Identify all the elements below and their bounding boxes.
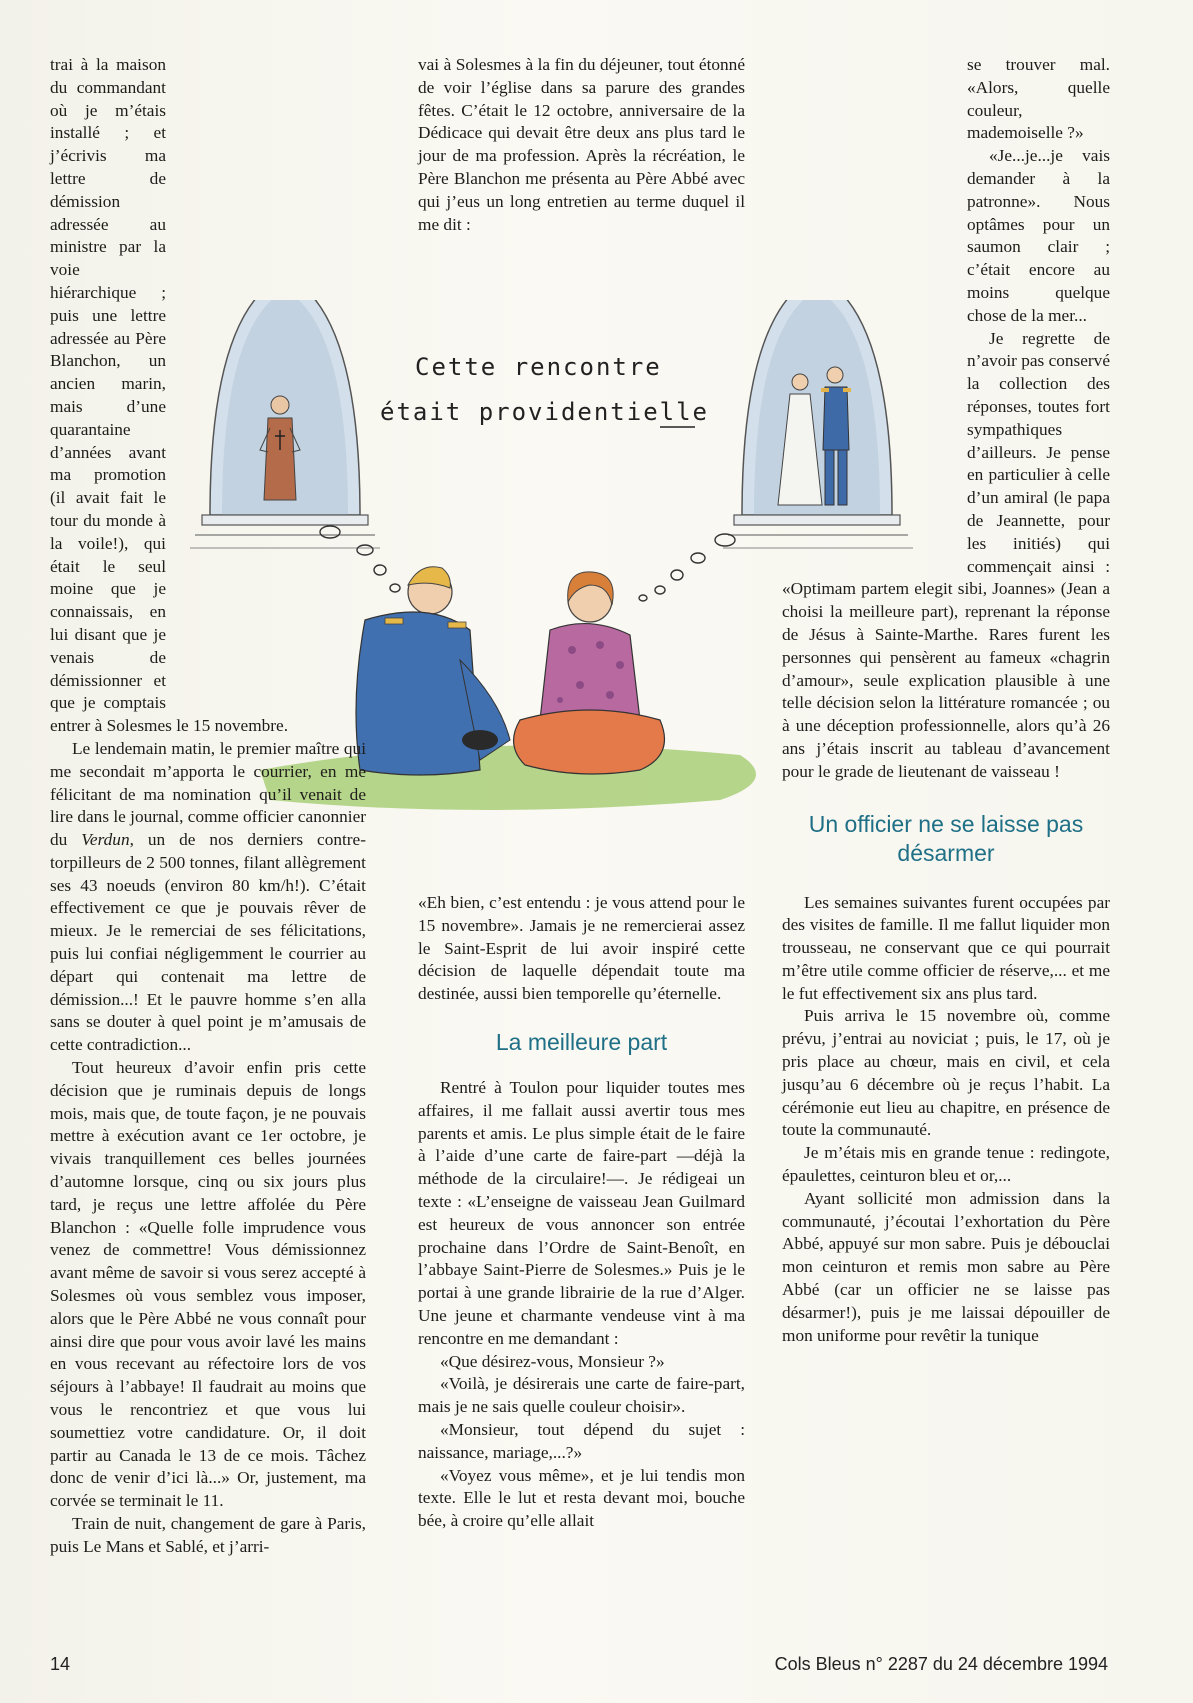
illustration-spacer	[782, 254, 967, 564]
illustration-spacer	[166, 269, 366, 709]
paragraph: «Voyez vous même», et je lui tendis mon texte. Elle le lut et resta devant moi, bouche bée, à croire qu’elle allait	[418, 1465, 745, 1531]
woman-figure	[514, 572, 665, 774]
paragraph: «Voilà, je désirerais une carte de faire-part, mais je ne sais quelle couleur choisir».	[418, 1374, 745, 1417]
paragraph: se trouver mal. «Alors, quelle couleur, mademoiselle ?»	[967, 55, 1110, 143]
caption-line1: Cette rencontre	[415, 353, 662, 381]
page-number: 14	[50, 1654, 71, 1674]
paragraph: «Je...je...je vais demander à la patronne». Nous optâmes pour un saumon clair ; c’était encore au moins quelque chose de la mer...	[967, 146, 1110, 325]
paragraph: Les semaines suivantes furent occupées par des visites de famille. Il me fallut liquider mon trousseau, ne conservant que ce qui pourrait m’être utile comme officier de réserve,... et me le fut effectivement six ans plus tard.	[782, 892, 1110, 1003]
paragraph: trai à la maison du commandant où je m’étais installé ; et j’écrivis ma lettre de démission adressée au ministre par la voie hiérarchique ; puis une lettre adressée au Père Blanchon, un ancien marin, mais d’une quarantaine d’années avant ma promotion (il avait fait le tour du monde à la voile!), qui était le seul moine que je connaissais, en lui disant que je venais de démissionner et que je comptais entrer à Solesmes le 15 novembre.	[50, 55, 289, 736]
paragraph: Je m’étais mis en grande tenue : redingote, épaulettes, ceinturon bleu et or,...	[782, 1143, 1110, 1186]
publication-info: Cols Bleus n° 2287 du 24 décembre 1994	[774, 1654, 1108, 1674]
paragraph: Train de nuit, changement de gare à Paris, puis Le Mans et Sablé, et j’arri-	[50, 1514, 366, 1556]
paragraph: «Que désirez-vous, Monsieur ?»	[440, 1351, 665, 1371]
thought-bubbles	[320, 526, 735, 601]
paragraph	[50, 738, 366, 1057]
paragraph: vai à Solesmes à la fin du déjeuner, tout étonné de voir l’église dans sa parure des grandes fêtes. C’était le 12 octobre, anniversaire de la Dédicace qui devait être deux ans plus tard le jour de ma profession. Après la récréation, le Père Blanchon me présenta au Père Abbé avec qui j’eus un long entretien au terme duquel il me dit :	[418, 55, 745, 234]
paragraph: «Eh bien, c’est entendu : je vous attend pour le 15 novembre». Jamais je ne remercierai assez le Saint-Esprit de lui avoir inspiré cette décision de laquelle dépendait toute ma destinée, aussi bien temporelle qu’éternelle.	[418, 893, 745, 1004]
section-heading: Un officier ne se laisse pas désarmer	[808, 810, 1084, 866]
paragraph: Tout heureux d’avoir enfin pris cette décision que je ruminais depuis de longs mois, mais que, de toute façon, je ne pouvais mettre à exécution avant ce 1er octobre, je vivais tranquillement ces belles journées d’automne lorsque, cinq ou six jours plus tard, je reçus une lettre affolée du Père Blanchon : «Quelle folle imprudence vous venez de commettre! Vous démissionnez avant même de savoir si vous serez accepté à Solesmes où vous semblez vous imposer, alors que le Père Abbé ne vous connaît pour ainsi dire que pour vous avoir lavé les mains en vous recevant au réfectoire lors de vos séjours à l’abbaye! Il faudrait au moins que vous le rencontriez et que vous lui soumettiez votre candidature. Or, il doit partir au Canada le 13 de ce mois. Tâchez donc de venir d’ici là...» Or, justement, ma corvée se terminait le 11.	[50, 1058, 366, 1511]
paragraph-text: Le lendemain matin, le premier maître qui me secondait m’apporta le courrier, en me félicitant de ma nomination qu’il venait de lire dans le journal, comme officier canonnier du	[50, 738, 366, 850]
sailor-figure	[356, 567, 510, 775]
middle-column-lower	[418, 892, 745, 1533]
right-column	[782, 54, 1110, 1347]
paragraph: Ayant sollicité mon admission dans la communauté, j’écoutai l’exhortation du Père Abbé, appuyé sur mon sabre. Puis je débouclai mon ceinturon et remis mon sabre au Père Abbé (car un officier ne se laisse pas désarmer!), puis je me laissai dépouiller de mon uniforme pour revêtir la tunique	[782, 1188, 1110, 1345]
middle-column	[418, 54, 745, 236]
paragraph: «Monsieur, tout dépend du sujet : naissance, mariage,...?»	[418, 1419, 745, 1462]
ship-name: Verdun	[81, 830, 130, 850]
left-column	[50, 54, 366, 1559]
paragraph: Je regrette de n’avoir pas conservé la collection des réponses, toutes fort sympathiques d’ailleurs. Je pense en particulier à celle d’un amiral (le papa de Jeannette, pour les initiés) qui commençait ainsi : «Optimam partem elegit sibi, Joannes» (Jean a choisi la meilleure part), reprenant la réponse de Jésus à Sainte-Marthe. Rares furent les personnes qui pensèrent au fameux «chagrin d’amour», seule explication plausible à une telle décision selon la littérature romancée ; ou à une déception professionnelle, alors qu’à 26 ans j’étais inscrit au tableau d’avancement pour le grade de lieutenant de vaisseau !	[782, 328, 1110, 781]
section-heading: La meilleure part	[495, 1028, 668, 1055]
paragraph-text: , un de nos derniers contre-torpilleurs de 2 500 tonnes, filant allègrement ses 43 noeuds (environ 80 km/h!). C’était effectivement ce que je pouvais rêver de mieux. Je le remerciai de ses félicitations, puis lui confiai négligemment le courrier au départ qui contenait ma lettre de démission...! Et le pauvre homme s’en alla sans se douter à quel point je m’amusais de cette contradiction...	[50, 830, 366, 1055]
caption-line2: était providentielle	[380, 398, 709, 426]
paragraph: Rentré à Toulon pour liquider toutes mes affaires, il me fallait aussi avertir tous mes parents et amis. Le plus simple était de le faire à l’aide d’une carte de faire-part —déjà la méthode de la circulaire!—. Je rédigeai un texte : «L’enseigne de vaisseau Jean Guilmard est heureux de vous annoncer son entrée prochaine dans l’Ordre de Saint-Benoît, en l’abbaye Saint-Pierre de Solesmes.» Puis je le portai à une grande librairie de la rue d’Alger. Une jeune et charmante vendeuse vint à ma rencontre en me demandant :	[418, 1077, 745, 1348]
paragraph: Puis arriva le 15 novembre où, comme prévu, j’entrai au noviciat ; puis, le 17, où je pris place au chœur, mais en civil, et cela jusqu’au 6 décembre où je reçus l’habit. La cérémonie eut lieu au chapitre, en présence de toute la communauté.	[782, 1006, 1110, 1140]
